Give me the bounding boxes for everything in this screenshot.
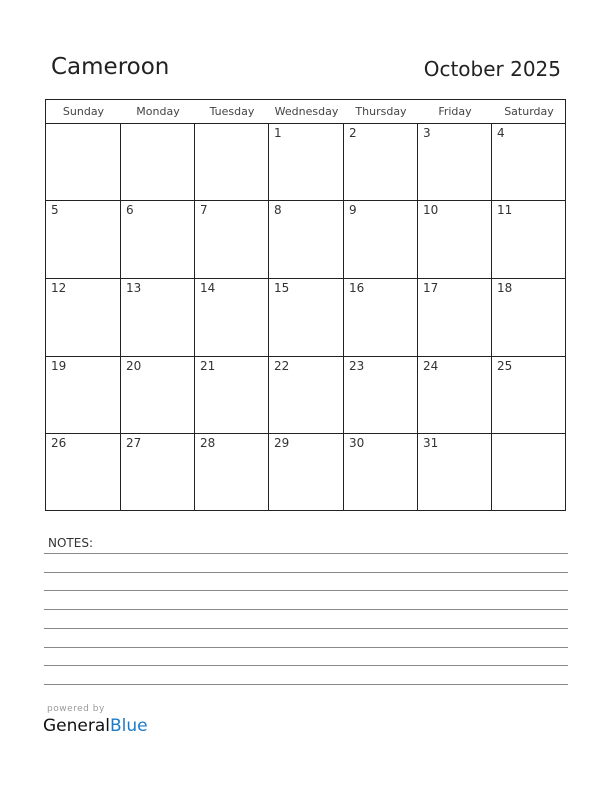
day-cell[interactable]: 14: [200, 281, 216, 295]
day-cell[interactable]: 23: [349, 359, 365, 373]
day-cell[interactable]: 17: [423, 281, 439, 295]
weekday-header: Wednesday: [274, 105, 339, 118]
day-cell[interactable]: 20: [126, 359, 142, 373]
day-cell[interactable]: 18: [497, 281, 513, 295]
notes-line: [44, 665, 568, 666]
powered-by-label: powered by: [47, 704, 105, 714]
logo-general: General: [43, 716, 110, 736]
day-cell[interactable]: 19: [51, 359, 67, 373]
calendar-month-title: October 2025: [423, 57, 561, 81]
day-cell[interactable]: 27: [126, 436, 142, 450]
notes-line: [44, 647, 568, 648]
day-cell[interactable]: 2: [349, 126, 357, 140]
day-cell[interactable]: 11: [497, 203, 513, 217]
column-divider: [120, 124, 121, 510]
weekday-header: Monday: [136, 105, 180, 118]
day-cell[interactable]: 22: [274, 359, 290, 373]
notes-line: [44, 684, 568, 685]
row-divider: [46, 433, 565, 434]
day-cell[interactable]: 6: [126, 203, 134, 217]
day-cell[interactable]: 24: [423, 359, 439, 373]
column-divider: [417, 124, 418, 510]
day-cell[interactable]: 16: [349, 281, 365, 295]
day-cell[interactable]: 10: [423, 203, 439, 217]
column-divider: [491, 124, 492, 510]
weekday-header: Tuesday: [209, 105, 255, 118]
weekday-header: Sunday: [62, 105, 105, 118]
calendar-grid: [45, 99, 566, 511]
row-divider: [46, 123, 565, 124]
weekday-header: Saturday: [504, 105, 554, 118]
column-divider: [343, 124, 344, 510]
notes-line: [44, 628, 568, 629]
notes-line: [44, 590, 568, 591]
day-cell[interactable]: 9: [349, 203, 357, 217]
column-divider: [194, 124, 195, 510]
day-cell[interactable]: 25: [497, 359, 513, 373]
day-cell[interactable]: 15: [274, 281, 290, 295]
column-divider: [268, 124, 269, 510]
day-cell[interactable]: 4: [497, 126, 505, 140]
logo-blue: Blue: [110, 716, 148, 736]
day-cell[interactable]: 29: [274, 436, 290, 450]
calendar-country-title: Cameroon: [51, 54, 170, 80]
day-cell[interactable]: 28: [200, 436, 216, 450]
day-cell[interactable]: 13: [126, 281, 142, 295]
generalblue-logo: [43, 716, 148, 736]
day-cell[interactable]: 21: [200, 359, 216, 373]
row-divider: [46, 200, 565, 201]
day-cell[interactable]: 1: [274, 126, 282, 140]
notes-line: [44, 609, 568, 610]
weekday-header: Friday: [438, 105, 472, 118]
day-cell[interactable]: 26: [51, 436, 67, 450]
notes-label: NOTES:: [48, 536, 93, 550]
day-cell[interactable]: 12: [51, 281, 67, 295]
row-divider: [46, 356, 565, 357]
day-cell[interactable]: 30: [349, 436, 365, 450]
day-cell[interactable]: 8: [274, 203, 282, 217]
weekday-header: Thursday: [355, 105, 407, 118]
day-cell[interactable]: 7: [200, 203, 208, 217]
notes-line: [44, 572, 568, 573]
notes-line: [44, 553, 568, 554]
day-cell[interactable]: 3: [423, 126, 431, 140]
day-cell[interactable]: 5: [51, 203, 59, 217]
day-cell[interactable]: 31: [423, 436, 439, 450]
row-divider: [46, 278, 565, 279]
